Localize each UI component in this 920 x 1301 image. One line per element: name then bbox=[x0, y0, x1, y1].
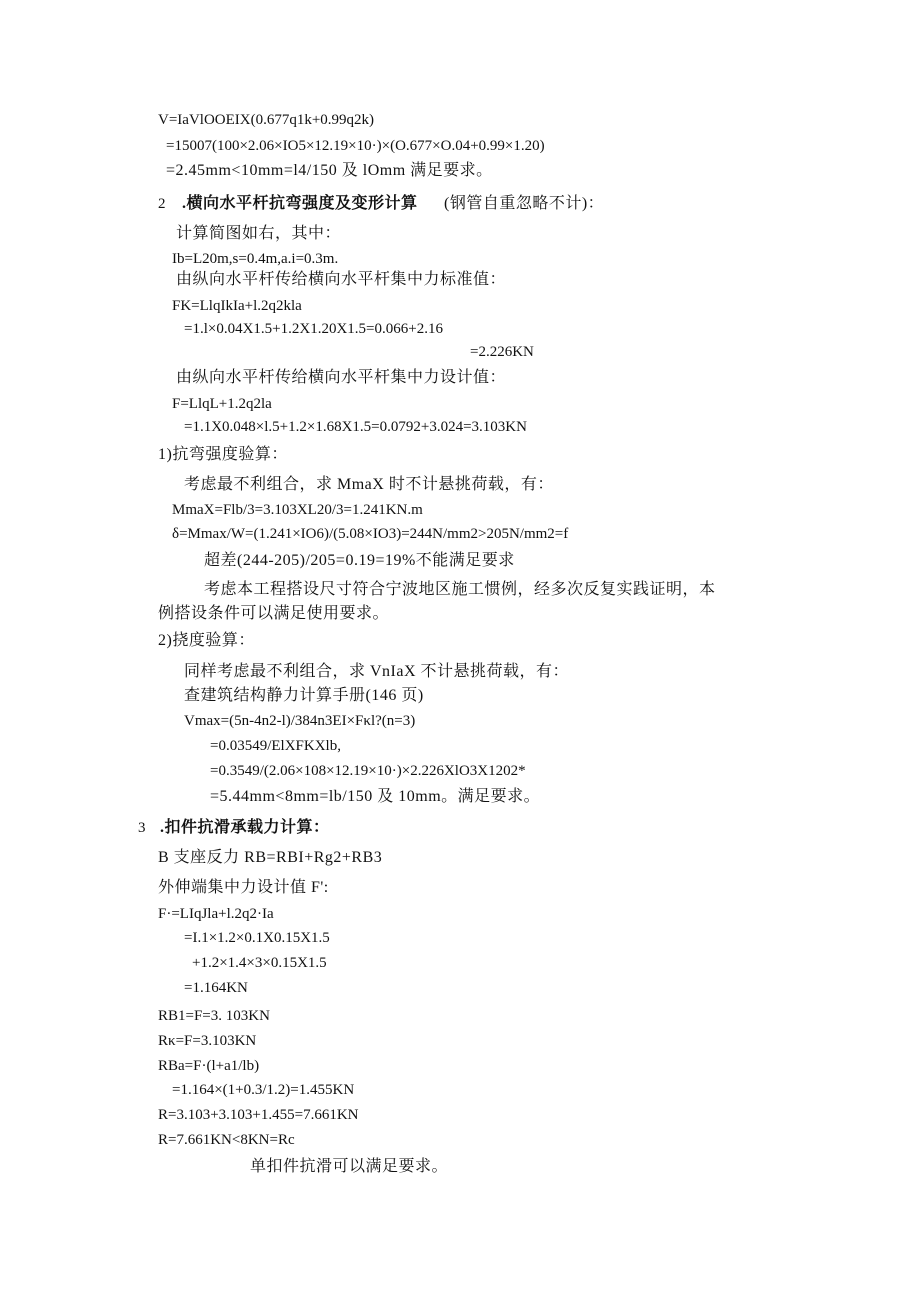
formula-line: =2.226KN bbox=[470, 344, 534, 360]
section-number: 2 bbox=[158, 196, 166, 212]
text-line: 由纵向水平杆传给横向水平杆集中力设计值： bbox=[176, 369, 507, 386]
text-line: 例搭设条件可以满足使用要求。 bbox=[158, 605, 390, 622]
text-line: 超差(244-205)/205=0.19=19%不能满足要求 bbox=[204, 552, 515, 569]
subsection-heading: 2)挠度验算： bbox=[158, 632, 255, 649]
text-line: 同样考虑最不利组合，求 VnIaX 不计悬挑荷载，有： bbox=[184, 663, 570, 680]
formula-line: Rκ=F=3.103KN bbox=[158, 1033, 257, 1049]
formula-line: RB1=F=3. 103KN bbox=[158, 1008, 270, 1024]
text-line: B 支座反力 RB=RBI+Rg2+RB3 bbox=[158, 849, 383, 866]
formula-line: Vmax=(5n-4n2-l)/384n3EI×Fκl?(n=3) bbox=[184, 713, 416, 729]
text-line: 考虑最不利组合，求 MmaX 时不计悬挑荷载，有： bbox=[184, 476, 554, 493]
formula-line: F·=LIqJla+l.2q2·Ia bbox=[158, 906, 274, 922]
formula-line: MmaX=Flb/3=3.103XL20/3=1.241KN.m bbox=[172, 502, 423, 518]
formula-line: =1.1X0.048×l.5+1.2×1.68X1.5=0.0792+3.024=3.103KN bbox=[184, 419, 527, 435]
formula-line: =15007(100×2.06×IO5×12.19×10·)×(O.677×O.04+0.99×1.20) bbox=[166, 138, 545, 154]
text-line: 考虑本工程搭设尺寸符合宁波地区施工惯例，经多次反复实践证明，本 bbox=[204, 581, 716, 598]
formula-line: =2.45mm<10mm=l4/150 及 lOmm 满足要求。 bbox=[166, 162, 493, 179]
text-line: 计算简图如右，其中： bbox=[176, 225, 342, 242]
conclusion-text: 单扣件抗滑可以满足要求。 bbox=[250, 1158, 449, 1175]
formula-line: =1.164KN bbox=[184, 980, 248, 996]
formula-line: V=IaVlOOEIX(0.677q1k+0.99q2k) bbox=[158, 112, 375, 128]
section-number: 3 bbox=[138, 820, 146, 836]
subsection-heading: 1)抗弯强度验算： bbox=[158, 446, 288, 463]
formula-line: F=LlqL+1.2q2la bbox=[172, 396, 272, 412]
section-heading: .横向水平杆抗弯强度及变形计算 bbox=[182, 195, 418, 212]
section-heading-note: (钢管自重忽略不计)： bbox=[444, 195, 605, 212]
formula-line: =I.1×1.2×0.1X0.15X1.5 bbox=[184, 930, 330, 946]
formula-line: =1.l×0.04X1.5+1.2X1.20X1.5=0.066+2.16 bbox=[184, 321, 443, 337]
formula-line: =1.164×(1+0.3/1.2)=1.455KN bbox=[172, 1082, 355, 1098]
formula-line: =0.3549/(2.06×108×12.19×10·)×2.226XlO3X1202* bbox=[210, 763, 526, 779]
formula-line: R=3.103+3.103+1.455=7.661KN bbox=[158, 1107, 359, 1123]
formula-line: FK=LlqIkIa+l.2q2kla bbox=[172, 298, 302, 314]
text-line: 查建筑结构静力计算手册(146 页) bbox=[184, 687, 424, 704]
formula-line: =0.03549/ElXFKXlb, bbox=[210, 738, 341, 754]
formula-line: RBa=F·(l+a1/lb) bbox=[158, 1058, 260, 1074]
formula-line: =5.44mm<8mm=lb/150 及 10mm。满足要求。 bbox=[210, 788, 541, 805]
section-heading: .扣件抗滑承载力计算： bbox=[160, 819, 330, 836]
formula-line: Ib=L20m,s=0.4m,a.i=0.3m. bbox=[172, 251, 339, 267]
text-line: 外伸端集中力设计值 F': bbox=[158, 879, 329, 896]
formula-line: R=7.661KN<8KN=Rc bbox=[158, 1132, 295, 1148]
text-line: 由纵向水平杆传给横向水平杆集中力标准值： bbox=[176, 271, 507, 288]
formula-line: δ=Mmax/W=(1.241×IO6)/(5.08×IO3)=244N/mm2>205N/mm2=f bbox=[172, 526, 569, 542]
formula-line: +1.2×1.4×3×0.15X1.5 bbox=[192, 955, 327, 971]
